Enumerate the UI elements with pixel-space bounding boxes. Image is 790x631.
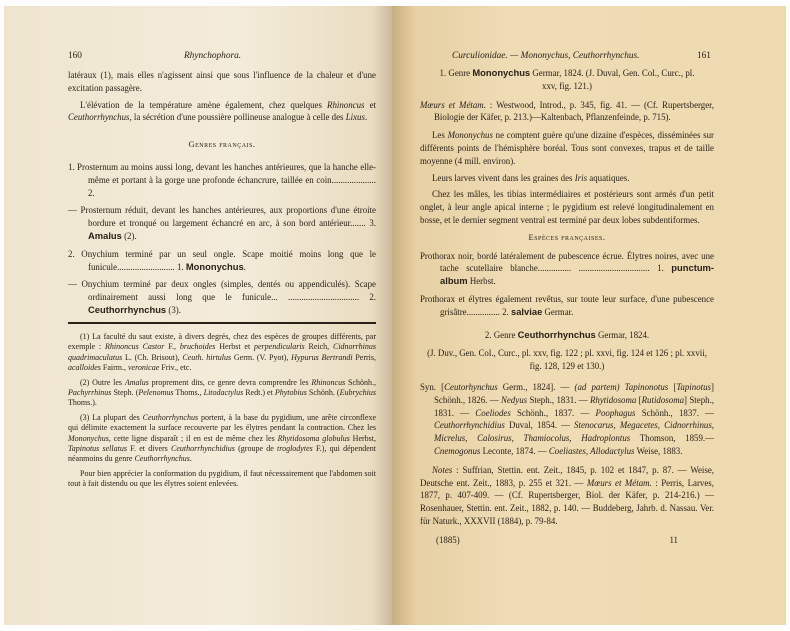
body-text bbox=[420, 67, 714, 547]
italic-text: Eubrychius bbox=[339, 388, 377, 398]
text-run: (J. Duv., Gen. Col., Curc., pl. xxv, fig. 122 ; pl. xxvi, fig. 124 et 126 ; pl. xxvii, fig. 128, 129 et 130.) bbox=[427, 348, 707, 372]
italic-text: Rhytidosoma bbox=[589, 394, 637, 405]
italic-text: Pachyrrhinus bbox=[68, 388, 112, 398]
text-run: F.), qui dépendent néanmoins du genre bbox=[68, 444, 377, 464]
genus-name: Ceuthorrhynchus bbox=[517, 328, 596, 340]
paragraph bbox=[420, 172, 714, 185]
text-run: Chez les mâles, les tibias intermédiaires et postérieurs sont armés d'un petit onglet, à leur angle apical interne ; le pygidium est relevé longitudinalement en bosse, et le dernier segment ventral est terminé par deux lobes subdentiformes. bbox=[420, 189, 714, 225]
text-run: . bbox=[189, 454, 192, 464]
page-number: 161 bbox=[697, 51, 711, 61]
text-run: (1) La faculté du saut existe, à divers degrés, chez des espèces de groupes différents, par exemple : bbox=[68, 332, 376, 352]
text-run: Herbst, bbox=[349, 433, 377, 443]
text-run: Herbst et bbox=[215, 342, 254, 352]
text-run: : Westwood, Introd., p. 345, fig. 41. — (Cf. Rupertsberger, Biologie der Käfer, p. 213.)—Kaltenbach, Pflanzenfeinde, p. 715). bbox=[434, 99, 714, 123]
section-heading: Genres français. bbox=[188, 139, 256, 150]
footnote bbox=[68, 378, 376, 409]
text-run: — Onychium terminé par deux ongles (simples, dentés ou appendiculés). Scape ordinairement aussi long que le funicule... ................................ 2. bbox=[68, 279, 376, 303]
notes bbox=[420, 464, 714, 528]
italic-text: Phytobius bbox=[274, 388, 307, 398]
italic-text: Rhinoncus Castor bbox=[104, 342, 165, 352]
italic-text: Ceuthorrhynchus bbox=[142, 412, 199, 422]
text-run: Friv., etc. bbox=[159, 363, 192, 373]
text-run: (2) Outre les bbox=[80, 377, 125, 387]
italic-text: acalloides bbox=[68, 363, 101, 373]
left-page bbox=[4, 6, 392, 625]
signature-number: 11 bbox=[669, 534, 678, 545]
text-run: Schönh. ( bbox=[306, 388, 340, 398]
text-run: Steph. ( bbox=[111, 388, 139, 398]
footnote-divider bbox=[68, 322, 376, 324]
text-run: Thoms.). bbox=[68, 398, 97, 408]
italic-text: Nedyus bbox=[500, 394, 528, 405]
text-run: 1. Prosternum au moins aussi long, devant les hanches antérieures, que la hanche elle-même et portant à la gorge une profonde échancrure, taillée en coin.................... 2. bbox=[68, 161, 376, 198]
text-run: aquatiques. bbox=[587, 172, 630, 183]
text-run: 1. Genre bbox=[439, 68, 473, 78]
text-run: F., bbox=[164, 342, 180, 352]
italic-text: Poophagus bbox=[595, 407, 636, 418]
species-key-entry bbox=[420, 293, 714, 319]
running-head: Rhynchophora. bbox=[184, 51, 242, 61]
text-run: Prothorax noir, bordé latéralement de pubescence écrue. Élytres noires, avec une tache scutellaire blanche............... ................................ 1. bbox=[420, 250, 714, 274]
text-run: ] Schönh., 1826. — bbox=[434, 381, 714, 405]
italic-text: Iris bbox=[574, 172, 588, 183]
text-run: Prothorax et élytres également revêtus, sur toute leur surface, d'une pubescence grisâtre............... 2. bbox=[420, 293, 714, 317]
text-run: Syn. [ bbox=[420, 381, 445, 392]
text-run: Germar. bbox=[542, 306, 574, 317]
text-run: Leconte, 1874. — bbox=[480, 445, 549, 456]
text-run: Germ., 1824]. — bbox=[497, 381, 575, 392]
genus-name: Mononychus bbox=[472, 67, 531, 78]
text-run: , cette ligne disparaît ; il en est de même chez les bbox=[108, 433, 278, 443]
italic-text: Ceuthorrhynchus bbox=[68, 112, 130, 123]
italic-text: Ceuthorrhynchidius bbox=[171, 444, 235, 454]
footnote bbox=[68, 413, 376, 465]
text-run: ne comptent guère qu'une dizaine d'espèces, disséminées sur différents points de l'hémisphère boréal. Tous sont convexes, trapus et de taille moyenne (4 mill. environ). bbox=[420, 130, 714, 166]
text-run: Fairm., bbox=[100, 363, 128, 373]
italic-text: Hypurus Bertrandi bbox=[291, 352, 353, 362]
right-page bbox=[392, 6, 786, 625]
text-run: Perris, bbox=[352, 352, 376, 362]
italic-text: Mœurs et Métam. bbox=[586, 477, 652, 488]
section-heading: Espèces françaises. bbox=[528, 231, 606, 242]
italic-text: Mononychus bbox=[68, 433, 109, 443]
italic-text: Rutidosoma bbox=[641, 394, 685, 405]
genus-name: Mononychus bbox=[185, 260, 244, 272]
text-run: [ bbox=[636, 394, 642, 405]
paragraph bbox=[420, 129, 714, 167]
paragraph bbox=[68, 69, 376, 95]
footnote bbox=[68, 332, 376, 374]
italic-text: bruchoides bbox=[179, 342, 216, 352]
species-key-entry bbox=[420, 250, 714, 288]
footnote bbox=[68, 469, 376, 490]
italic-text: Rhinoncus bbox=[311, 377, 346, 387]
text-run: L'élévation de la température amène également, chez quelques bbox=[80, 99, 328, 110]
text-run: Germar, 1824. (J. Duval, Gen. Col., Curc., pl. xxv, fig. 121.) bbox=[530, 68, 695, 91]
text-run: Schönh., 1837. — bbox=[510, 407, 596, 418]
text-run: Redt.) et bbox=[243, 388, 275, 398]
italic-text: Tapinotus sellatus bbox=[68, 444, 127, 454]
paragraph bbox=[420, 188, 714, 226]
footnotes bbox=[68, 332, 376, 494]
text-run: 2. Onychium terminé par un seul ongle. Scape moitié moins long que le funicule.......................... 1. bbox=[68, 248, 376, 272]
italic-text: Coeliastes, Allodactylus bbox=[548, 445, 635, 456]
text-run: portent, à la base du pygidium, une arête circonflexe qui délimite exactement la surface recouverte par les élytres pendant la contraction. Chez les bbox=[68, 412, 377, 433]
italic-text: Ceuthorrhynchidius bbox=[434, 420, 505, 431]
text-run: Schönh., bbox=[345, 377, 377, 387]
text-run: , la sécrétion d'une poussière pollineuse analogue à celle des bbox=[129, 112, 346, 123]
text-run: ] Steph., 1831. — bbox=[434, 394, 715, 418]
text-run: Reich, bbox=[304, 342, 333, 352]
signature-line bbox=[420, 534, 714, 547]
italic-text: Tapinotus bbox=[676, 381, 712, 392]
key-entry bbox=[68, 248, 376, 274]
italic-text: Amalus bbox=[124, 377, 149, 387]
text-run: Thoms., bbox=[173, 388, 204, 398]
key-entry bbox=[68, 161, 376, 199]
italic-text: Ceutorhynchus bbox=[444, 381, 498, 392]
key-entry bbox=[68, 278, 376, 316]
italic-text: Pelenomus bbox=[138, 388, 174, 398]
text-run: Thomson, 1859.— bbox=[630, 433, 714, 444]
genus-name: Ceuthorrhynchus bbox=[88, 303, 167, 315]
italic-text: Ceuthorrhynchus bbox=[134, 454, 190, 464]
text-run: [ bbox=[668, 381, 677, 392]
italic-text: veronicae bbox=[128, 363, 160, 373]
paragraph bbox=[68, 99, 376, 125]
key-entry bbox=[68, 204, 376, 242]
text-run: Les bbox=[432, 130, 448, 141]
genus-title bbox=[420, 329, 714, 342]
italic-text: Mononychus bbox=[447, 130, 493, 141]
text-run: Leurs larves vivent dans les graines des bbox=[432, 172, 575, 183]
text-run: latéraux (1), mais elles n'agissent ainsi que sous l'influence de la chaleur et d'une excitation passagère. bbox=[68, 70, 376, 93]
text-run: Weise, 1883. bbox=[634, 445, 683, 456]
italic-text: perpendicularis bbox=[254, 342, 305, 352]
genus-title bbox=[420, 67, 714, 93]
synonymy bbox=[420, 381, 714, 458]
italic-text: Coeliodes bbox=[475, 407, 511, 418]
italic-text: Lixus bbox=[345, 112, 365, 123]
italic-text: Cnemogonus bbox=[434, 445, 481, 456]
text-run: Germar, 1824. bbox=[595, 329, 650, 340]
genus-name: salviae bbox=[511, 305, 543, 317]
text-run: Herbst. bbox=[467, 276, 496, 287]
text-run: L. (Ch. Brisout), bbox=[122, 352, 183, 362]
italic-text: Rhytidosoma globulus bbox=[277, 433, 350, 443]
genus-references bbox=[420, 99, 714, 125]
text-run: . bbox=[243, 261, 246, 272]
italic-text: Ceuth. hirtulus bbox=[182, 352, 232, 362]
italic-text: Notes bbox=[432, 464, 453, 475]
text-run: proprement dits, ce genre devra comprendre les bbox=[148, 377, 312, 387]
text-run: Germ. (V. Pyot), bbox=[231, 352, 292, 362]
italic-text: Mœurs et Métam. bbox=[420, 99, 486, 110]
genus-name: Amalus bbox=[88, 229, 122, 241]
text-run: et bbox=[364, 99, 377, 110]
italic-text: (ad partem) Tapinonotus bbox=[574, 381, 669, 392]
text-run: (2). bbox=[121, 230, 137, 241]
text-run: — Prosternum réduit, devant les hanches antérieures, aux proportions d'une étroite bordure et tronqué ou largement échancré en arc, à son bord antérieur....... 3. bbox=[68, 205, 376, 229]
italic-text: Stenocarus, Megacetes, Cidnorrhinus, Micrelus, Calosirus, Thamiocolus, Hadroplontus bbox=[434, 420, 714, 444]
body-text bbox=[68, 69, 376, 322]
genus-references bbox=[420, 347, 714, 373]
text-run: . bbox=[364, 112, 368, 123]
italic-text: troglodytes bbox=[277, 444, 313, 454]
italic-text: Cidnorrhinus quadrimaculatus bbox=[68, 342, 376, 362]
genus-name: punctum-album bbox=[440, 262, 714, 287]
text-run: F. et divers bbox=[126, 444, 172, 454]
text-run: Duval, 1854. — bbox=[504, 420, 575, 431]
text-run: : Suffrian, Stettin. ent. Zeit., 1845, p. 102 et 1847, p. 87. — Weise, Deutsche ent. Zeit., 1883, p. 255 et 321. — bbox=[420, 464, 714, 488]
text-run: : Perris, Larves, 1877, p. 407-409. — (Cf. Rupertsberger, Biol. der Käfer, p. 214-216.) — Rosenhauer, Stettin. ent. Zeit., 1882, p. 140. — Buddeberg, Jahrb. d. Nassau. Ver. für Naturk., XXXVII (1884), p. 79-84. bbox=[420, 477, 714, 526]
running-head: Curculionidae. — Mononychus, Ceuthorrhynchus. bbox=[452, 51, 640, 61]
page-number: 160 bbox=[68, 51, 82, 61]
text-run: (3) La plupart des bbox=[80, 412, 143, 422]
text-run: 2. Genre bbox=[484, 329, 518, 340]
text-run: (groupe de bbox=[234, 444, 278, 454]
signature-year: (1885) bbox=[436, 534, 460, 545]
italic-text: Rhinoncus bbox=[327, 99, 365, 110]
italic-text: Litodactylus bbox=[203, 388, 244, 398]
text-run: (3). bbox=[166, 304, 181, 315]
text-run: Pour bien apprécier la conformation du pygidium, il faut nécessairement que l'abdomen soit tout à fait distendu ou que les élytres soient enlevées. bbox=[68, 468, 376, 489]
text-run: Steph., 1831. — bbox=[527, 394, 590, 405]
text-run: Schönh., 1837. — bbox=[635, 407, 715, 418]
